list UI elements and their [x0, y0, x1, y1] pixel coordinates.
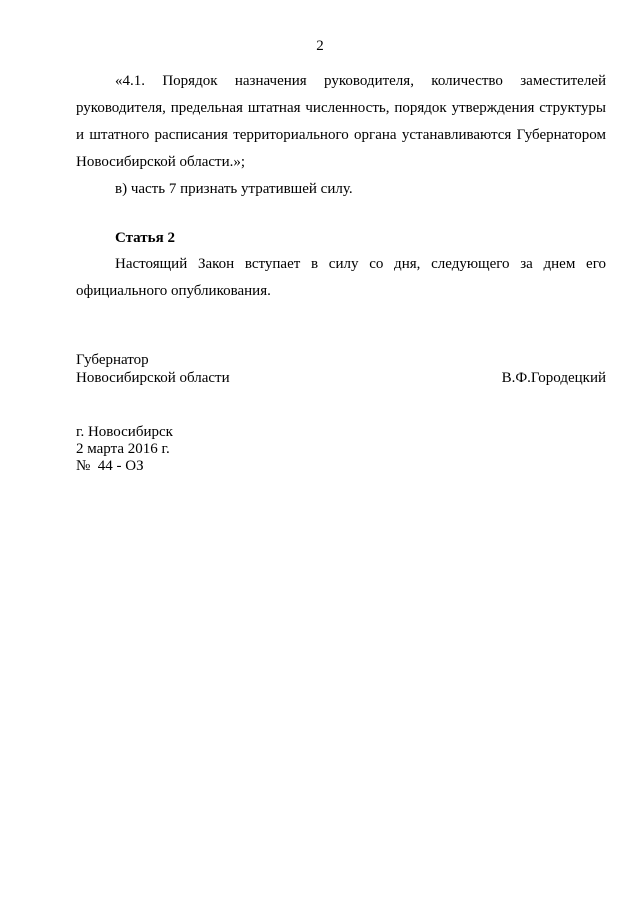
signature-title-line1: Губернатор	[76, 352, 149, 368]
article-text: Настоящий Закон вступает в силу со дня, следующего за днем его официального опубликования.	[76, 256, 606, 299]
signature-title-line2: Новосибирской области	[76, 370, 230, 386]
paragraph-clause-v: в) часть 7 признать утратившей силу.	[115, 181, 353, 197]
signature-row	[76, 369, 606, 387]
article-heading: Статья 2	[115, 230, 175, 246]
place-date-block	[76, 424, 173, 475]
place-city: г. Новосибирск	[76, 424, 173, 440]
signatory-name: В.Ф.Городецкий	[501, 370, 606, 386]
signature-block	[76, 351, 606, 387]
page-number: 2	[316, 38, 324, 54]
paragraph-clause-4-1: «4.1. Порядок назначения руководителя, количество заместителей руководителя, предельная штатная численность, порядок утверждения структуры и штатного расписания территориального органа устанавливаются Губернатором Новосибирской области.»;	[76, 73, 606, 170]
document-number: № 44 - ОЗ	[76, 458, 144, 474]
document-date: 2 марта 2016 г.	[76, 441, 170, 457]
